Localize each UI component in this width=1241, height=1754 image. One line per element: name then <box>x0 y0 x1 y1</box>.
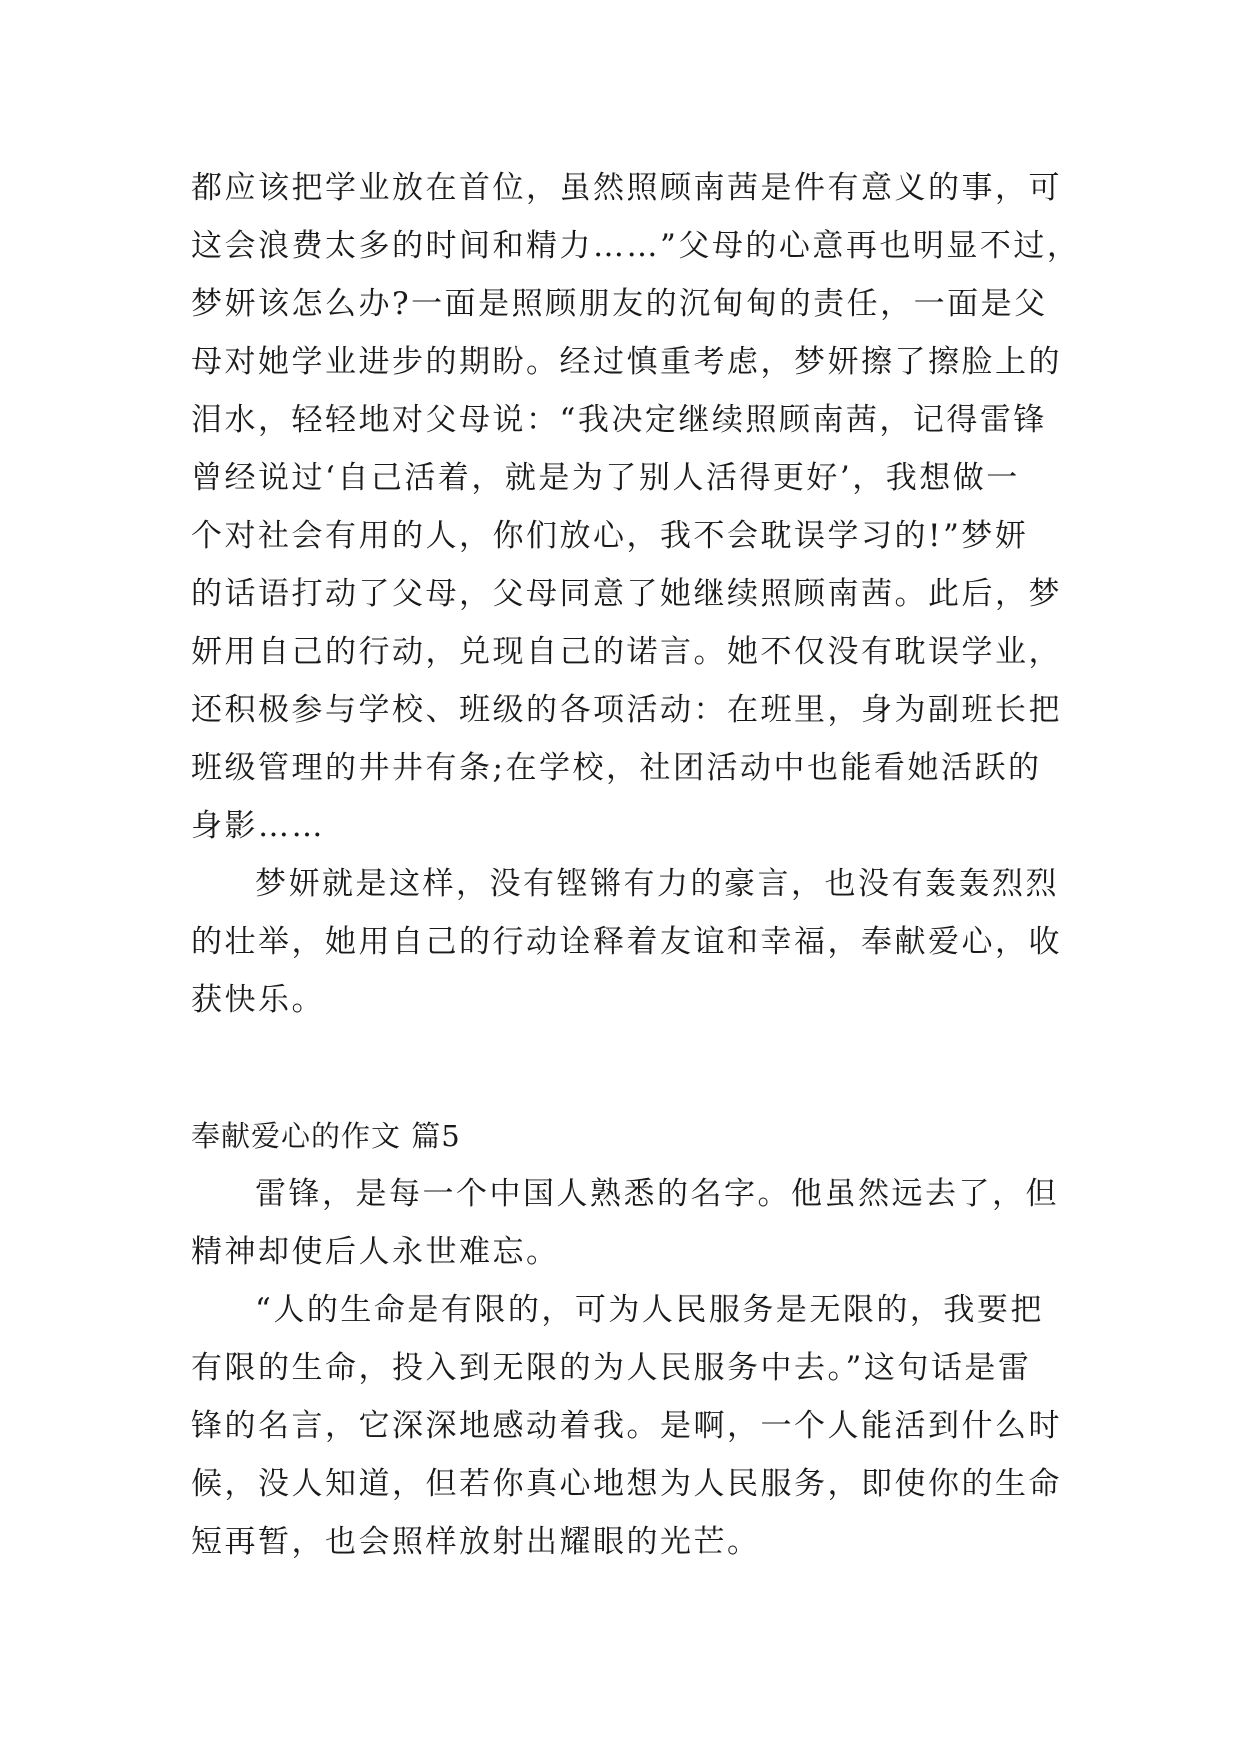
paragraph-line: 有限的生命，投入到无限的为人民服务中去。”这句话是雷 <box>191 1350 1032 1386</box>
paragraph-line: 班级管理的井井有条;在学校，社团活动中也能看她活跃的 <box>191 750 1042 786</box>
paragraph-line: 曾经说过‘自己活着，就是为了别人活得更好’，我想做一 <box>191 460 1020 496</box>
paragraph-line: 母对她学业进步的期盼。经过慎重考虑，梦妍擦了擦脸上的 <box>191 344 1062 380</box>
paragraph-line: 都应该把学业放在首位，虽然照顾南茜是件有意义的事，可 <box>191 170 1062 206</box>
paragraph-line: 个对社会有用的人，你们放心，我不会耽误学习的!”梦妍 <box>191 518 1029 554</box>
continuation-paragraph <box>191 159 1081 1029</box>
paragraph-line: 泪水，轻轻地对父母说：“我决定继续照顾南茜，记得雷锋 <box>191 402 1047 438</box>
paragraph-line: 梦妍该怎么办?一面是照顾朋友的沉甸甸的责任，一面是父 <box>191 286 1048 322</box>
paragraph-line: 妍用自己的行动，兑现自己的诺言。她不仅没有耽误学业， <box>191 634 1062 670</box>
paragraph-line: 短再暂，也会照样放射出耀眼的光芒。 <box>191 1524 761 1560</box>
paragraph-line: 雷锋，是每一个中国人熟悉的名字。他虽然远去了，但 <box>255 1176 1059 1212</box>
paragraph-line: 获快乐。 <box>191 982 325 1018</box>
section-5 <box>191 1107 1071 1571</box>
paragraph-line: 候，没人知道，但若你真心地想为人民服务，即使你的生命 <box>191 1466 1062 1502</box>
paragraph-line: 身影…… <box>191 808 325 844</box>
paragraph-line: 锋的名言，它深深地感动着我。是啊，一个人能活到什么时 <box>191 1408 1062 1444</box>
paragraph-line: 精神却使后人永世难忘。 <box>191 1234 560 1270</box>
paragraph-line: 这会浪费太多的时间和精力……”父母的心意再也明显不过， <box>191 228 1081 264</box>
paragraph-line: 的壮举，她用自己的行动诠释着友谊和幸福，奉献爱心，收 <box>191 924 1062 960</box>
paragraph-line: 还积极参与学校、班级的各项活动：在班里，身为副班长把 <box>191 692 1062 728</box>
paragraph-line: 的话语打动了父母，父母同意了她继续照顾南茜。此后，梦 <box>191 576 1062 612</box>
section-heading: 奉献爱心的作文 篇5 <box>191 1119 461 1153</box>
paragraph-line: 梦妍就是这样，没有铿锵有力的豪言，也没有轰轰烈烈 <box>255 866 1059 902</box>
paragraph-line: “人的生命是有限的，可为人民服务是无限的，我要把 <box>255 1292 1044 1328</box>
